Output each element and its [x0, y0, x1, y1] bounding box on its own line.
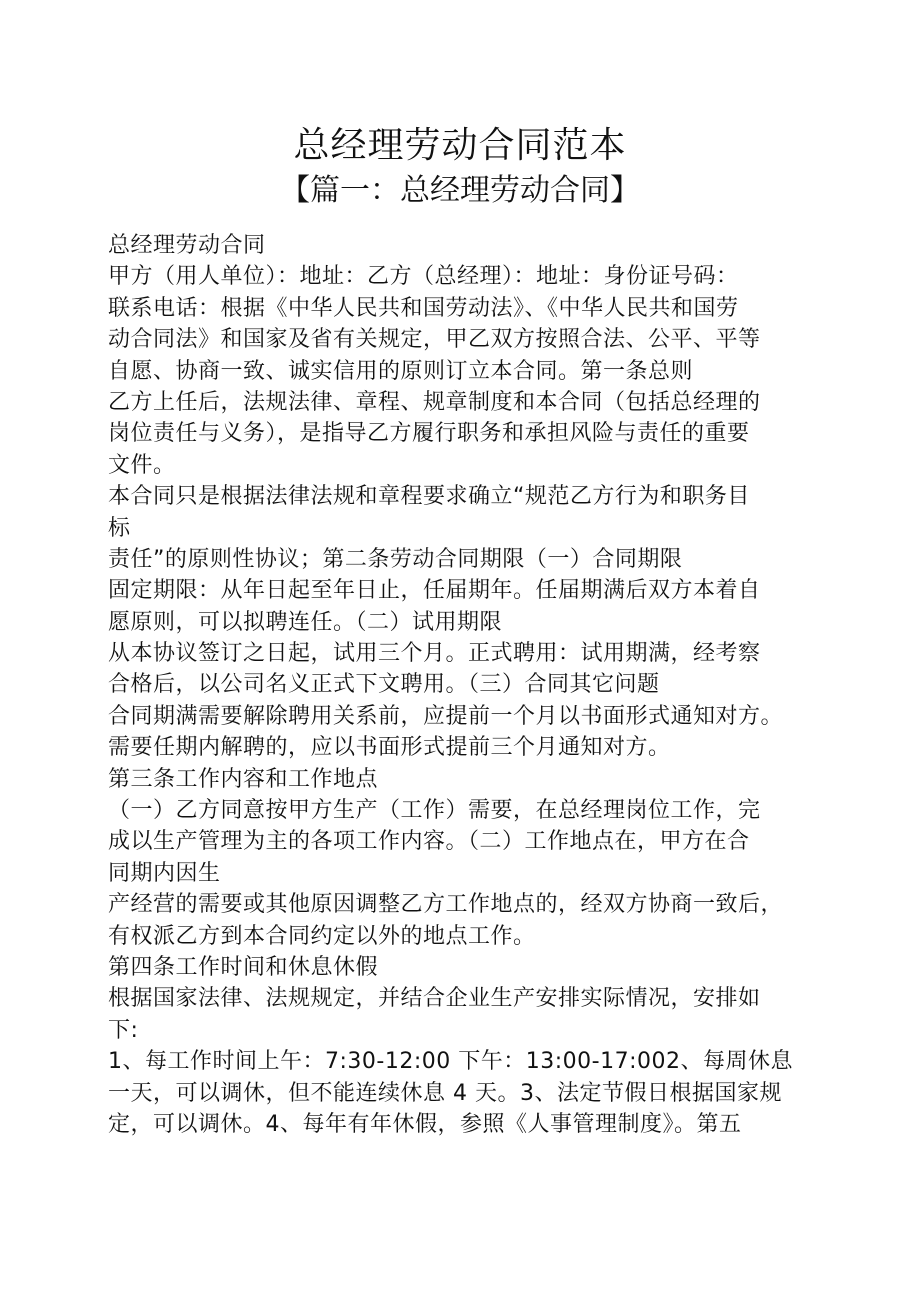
text-line: 从本协议签订之日起，试用三个月。正式聘用：试用期满，经考察 [108, 641, 761, 667]
text-line: 第三条工作内容和工作地点 [108, 766, 379, 792]
text-line: 愿原则，可以拟聘连任。（二）试用期限 [108, 609, 503, 635]
text-line: 岗位责任与义务），是指导乙方履行职务和承担风险与责任的重要 [108, 421, 750, 447]
text-line: 自愿、协商一致、诚实信用的原则订立本合同。第一条总则 [108, 358, 694, 384]
text-line: 一天，可以调休，但不能连续休息 4 天。3、法定节假日根据国家规 [108, 1080, 782, 1106]
text-line: 根据国家法律、法规规定，并结合企业生产安排实际情况，安排如 [108, 986, 761, 1012]
document-body [108, 230, 798, 1140]
text-line: 1、每工作时间上午：7:30-12:00 下午：13:00-17:002、每周休息 [108, 1049, 793, 1075]
text-line: 文件。 [108, 452, 176, 478]
text-line: 产经营的需要或其他原因调整乙方工作地点的，经双方协商一致后， [108, 892, 784, 918]
text-line: 动合同法》和国家及省有关规定，甲乙双方按照合法、公平、平等 [108, 327, 761, 353]
text-line: 定，可以调休。4、每年有年休假，参照《人事管理制度》。第五 [108, 1111, 742, 1137]
text-line: （一）乙方同意按甲方生产（工作）需要，在总经理岗位工作，完 [108, 798, 761, 824]
document-title: 总经理劳动合同范本 [293, 125, 627, 166]
text-line: 合格后，以公司名义正式下文聘用。（三）合同其它问题 [108, 672, 660, 698]
document-subtitle: 【篇一：总经理劳动合同】 [280, 173, 640, 208]
text-line: 成以生产管理为主的各项工作内容。（二）工作地点在，甲方在合 [108, 829, 750, 855]
text-line: 合同期满需要解除聘用关系前，应提前一个月以书面形式通知对方。 [108, 703, 784, 729]
text-line: 本合同只是根据法律法规和章程要求确立“规范乙方行为和职务目 [108, 484, 750, 510]
text-line: 同期内因生 [108, 860, 221, 886]
text-line: 下: [108, 1017, 139, 1043]
text-line: 有权派乙方到本合同约定以外的地点工作。 [108, 923, 536, 949]
text-line: 总经理劳动合同 [108, 233, 266, 258]
text-line: 固定期限：从年日起至年日止，任届期年。任届期满后双方本着自 [108, 578, 761, 604]
text-line: 乙方上任后，法规法律、章程、规章制度和本合同（包括总经理的 [108, 389, 761, 415]
text-line: 责任”的原则性协议；第二条劳动合同期限（一）合同期限 [108, 546, 683, 572]
text-line: 标 [108, 515, 131, 541]
text-line: 联系电话：根据《中华人民共和国劳动法》、《中华人民共和国劳 [108, 295, 739, 321]
text-line: 第四条工作时间和休息休假 [108, 954, 379, 980]
text-line: 需要任期内解聘的，应以书面形式提前三个月通知对方。 [108, 735, 671, 761]
text-line: 甲方（用人单位）：地址：乙方（总经理）：地址：身份证号码： [108, 264, 739, 290]
